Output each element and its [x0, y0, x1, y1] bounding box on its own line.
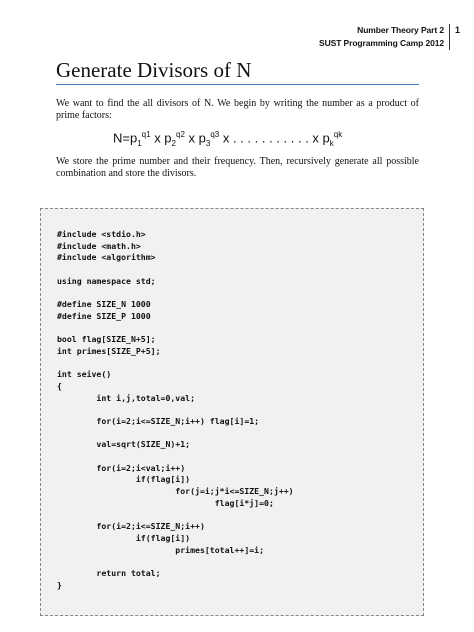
- code-line: [57, 556, 294, 568]
- code-line: }: [57, 579, 62, 590]
- code-line: primes[total++]=i;: [57, 544, 265, 555]
- code-block: [40, 208, 424, 616]
- code-line: [57, 358, 294, 370]
- code-line: #define SIZE_P 1000: [57, 310, 151, 321]
- code-line: int primes[SIZE_P+5];: [57, 345, 161, 356]
- code-line: [57, 510, 294, 522]
- code-line: using namespace std;: [57, 275, 156, 286]
- prime-factorization-formula: $N=p_1^{q1}$ x $p_2^{q2}$ x $p_3^{q3}$ x . . . . . . . . . . . x $p_k^{qk}$: [113, 130, 343, 148]
- code-line: [57, 287, 294, 299]
- code-line: [57, 428, 294, 440]
- code-line: for(i=2;i<val;i++): [57, 462, 186, 473]
- code-line: val=sqrt(SIZE_N)+1;: [57, 439, 191, 450]
- code-line: int i,j,total=0,val;: [57, 392, 196, 403]
- code-line: if(flag[i]): [57, 474, 191, 485]
- code-line: {: [57, 380, 62, 391]
- page-header: [319, 24, 460, 50]
- code-line: for(i=2;i<=SIZE_N;i++): [57, 521, 205, 532]
- code-line: #include <algorithm>: [57, 252, 156, 263]
- code-line: flag[i*j]=0;: [57, 497, 274, 508]
- code-line: for(j=i;j*i<=SIZE_N;j++): [57, 486, 294, 497]
- code-line: [57, 264, 294, 276]
- code-line: [57, 323, 294, 335]
- header-subtitle: SUST Programming Camp 2012: [319, 38, 444, 48]
- code-line: int seive(): [57, 369, 112, 380]
- title-underline: [56, 84, 419, 85]
- code-line: [57, 451, 294, 463]
- page-number: 1: [454, 25, 460, 35]
- intro-paragraph: We want to find the all divisors of N. We begin by writing the number as a product of prime factors:: [56, 98, 419, 121]
- code-line: bool flag[SIZE_N+5];: [57, 334, 156, 345]
- code-line: [57, 404, 294, 416]
- header-title: Number Theory Part 2: [357, 25, 444, 35]
- code-line: #include <stdio.h>: [57, 229, 146, 239]
- header-text: [319, 24, 450, 50]
- code-line: if(flag[i]): [57, 532, 191, 543]
- code-line: #define SIZE_N 1000: [57, 299, 151, 310]
- code-line: return total;: [57, 567, 161, 578]
- code-line: for(i=2;i<=SIZE_N;i++) flag[i]=1;: [57, 416, 260, 426]
- method-paragraph: We store the prime number and their frequency. Then, recursively generate all possible combination and store the divisors.: [56, 156, 419, 179]
- code-line: #include <math.h>: [57, 240, 141, 251]
- section-title: Generate Divisors of N: [56, 58, 252, 82]
- code-listing: [57, 229, 294, 591]
